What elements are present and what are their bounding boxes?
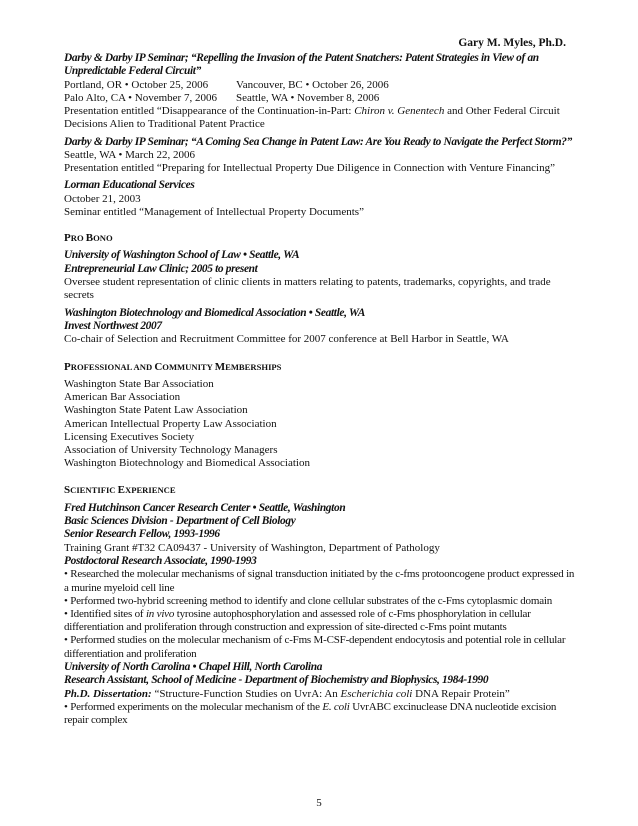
membership-item: Washington State Bar Association	[64, 377, 214, 390]
experience-item-fhcrc	[64, 502, 576, 661]
presentation-description: Seminar entitled “Management of Intellectual Property Documents”	[64, 206, 364, 219]
bullet-item: • Researched the molecular mechanisms of signal transduction initiated by the c-fms protooncogene product expressed in a murine myeloid cell line	[64, 568, 575, 594]
membership-list	[64, 378, 576, 470]
membership-item: Licensing Executives Society	[64, 430, 195, 443]
membership-item: Washington Biotechnology and Biomedical Association	[64, 457, 310, 470]
presentation-item	[64, 52, 576, 132]
page-number: 5	[316, 797, 322, 809]
program-name: Entrepreneurial Law Clinic; 2005 to present	[64, 262, 258, 275]
presentation-title: Darby & Darby IP Seminar; “A Coming Sea Change in Patent Law: Are You Ready to Navigate the Perfect Storm?”	[64, 135, 572, 148]
section-heading-pro-bono: PRO BONO	[64, 232, 113, 245]
presentation-dates-row	[64, 79, 576, 92]
presentation-date: Portland, OR • October 25, 2006	[64, 78, 209, 91]
experience-item-unc	[64, 661, 576, 727]
presentation-item	[64, 136, 576, 176]
pro-bono-item	[64, 307, 576, 347]
description-text: Presentation entitled “Disappearance of the Continuation-in-Part:	[64, 105, 355, 118]
presentation-description: Presentation entitled “Preparing for Intellectual Property Due Diligence in Connection with Venture Financing”	[64, 162, 555, 175]
membership-item: American Intellectual Property Law Association	[64, 417, 277, 430]
presentation-date: Palo Alto, CA • November 7, 2006	[64, 92, 217, 105]
pro-bono-description: Co-chair of Selection and Recruitment Committee for 2007 conference at Bell Harbor in Seattle, WA	[64, 333, 509, 346]
presentation-item	[64, 179, 576, 219]
presentation-date: Seattle, WA • March 22, 2006	[64, 149, 196, 162]
section-heading-scientific-experience: SCIENTIFIC EXPERIENCE	[64, 484, 176, 497]
division-name: Basic Sciences Division - Department of Cell Biology	[64, 514, 296, 527]
presentation-dates-row	[64, 92, 576, 105]
presentation-title: Lorman Educational Services	[64, 179, 195, 192]
bullet-item: • Performed two-hybrid screening method to identify and clone cellular substrates of the c-Fms cytoplasmic domain	[64, 594, 553, 607]
organization-name: University of North Carolina • Chapel Hill, North Carolina	[64, 660, 323, 673]
role-title: Senior Research Fellow, 1993-1996	[64, 528, 220, 541]
section-heading-memberships: PROFESSIONAL AND COMMUNITY MEMBERSHIPS	[64, 360, 282, 373]
description-text: and Other Federal Circuit Decisions Alien to Traditional Patent Practice	[64, 105, 560, 131]
page-content	[64, 52, 576, 727]
pro-bono-description: Oversee student representation of clinic clients in matters relating to patents, trademarks, copyrights, and trade secrets	[64, 276, 551, 302]
bullet-item: • Performed studies on the molecular mechanism of c-Fms M-CSF-dependent endocytosis and potential role in cellular differentiation and proliferation	[64, 634, 566, 660]
header-author: Gary M. Myles, Ph.D.	[458, 37, 566, 49]
presentation-date: Seattle, WA • November 8, 2006	[236, 92, 380, 105]
presentation-description	[64, 105, 576, 131]
membership-item: Washington State Patent Law Association	[64, 404, 248, 417]
role-title: Research Assistant, School of Medicine - Department of Biochemistry and Biophysics, 1984-1990	[64, 674, 489, 687]
bullet-item: • Identified sites of in vivo tyrosine autophosphorylation and assessed role of c-Fms phosphorylation in cellular differentiation and proliferation through construction and expression of site-directed c-Fms point mutants	[64, 607, 531, 634]
organization-name: Fred Hutchinson Cancer Research Center • Seattle, Washington	[64, 501, 346, 514]
organization-name: Washington Biotechnology and Biomedical Association • Seattle, WA	[64, 306, 366, 319]
dissertation-line: Ph.D. Dissertation: “Structure-Function Studies on UvrA: An Escherichia coli DNA Repair Protein”	[64, 687, 510, 700]
bullet-item: • Performed experiments on the molecular mechanism of the E. coli UvrABC excinuclease DNA nucleotide excision repair complex	[64, 700, 557, 726]
membership-item: Association of University Technology Managers	[64, 443, 278, 456]
membership-item: American Bar Association	[64, 391, 181, 404]
presentation-date: October 21, 2003	[64, 192, 141, 205]
program-name: Invest Northwest 2007	[64, 320, 162, 333]
grant-line: Training Grant #T32 CA09437 - University of Washington, Department of Pathology	[64, 541, 440, 554]
case-name: Chiron v. Genentech	[354, 105, 445, 118]
pro-bono-item	[64, 249, 576, 302]
presentation-title: Darby & Darby IP Seminar; “Repelling the Invasion of the Patent Snatchers: Patent Strategies in View of an Unpredictable Federal Circuit”	[64, 52, 539, 78]
presentation-date: Vancouver, BC • October 26, 2006	[236, 78, 389, 91]
organization-name: University of Washington School of Law • Seattle, WA	[64, 249, 300, 262]
role-title: Postdoctoral Research Associate, 1990-1993	[64, 554, 257, 567]
